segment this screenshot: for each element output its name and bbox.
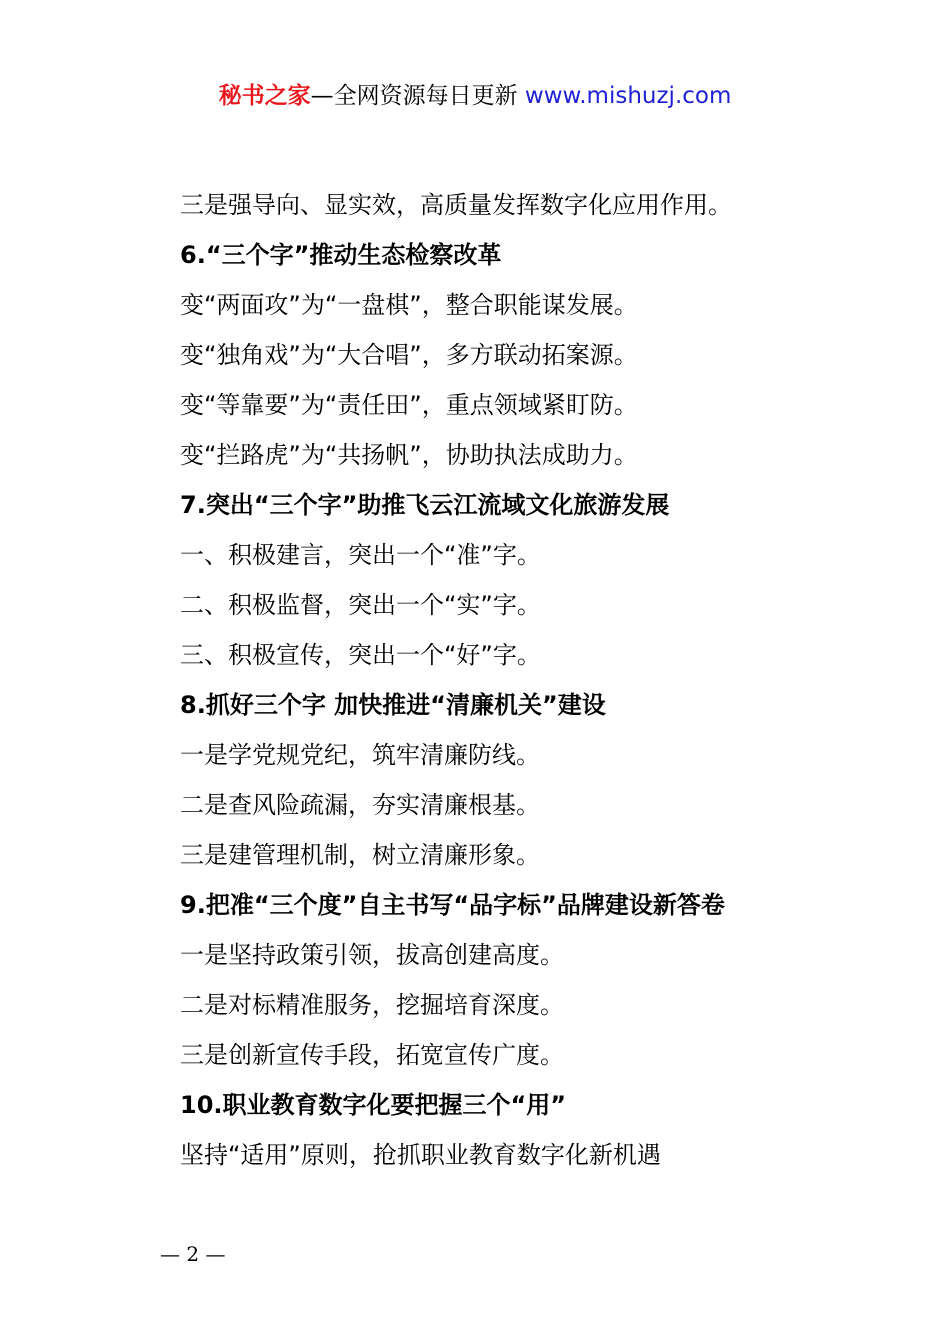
body-line: 一、积极建言，突出一个“准”字。: [180, 541, 541, 569]
body-line: 二、积极监督，突出一个“实”字。: [180, 591, 541, 619]
body-line: 一是坚持政策引领，拔高创建高度。: [180, 941, 564, 969]
site-url[interactable]: www.mishuzj.com: [524, 83, 732, 109]
site-brand: 秘书之家: [218, 83, 311, 109]
body-line: 三是建管理机制，树立清廉形象。: [180, 841, 540, 869]
body-line: 三是强导向、显实效，高质量发挥数字化应用作用。: [180, 191, 732, 219]
page-number: — 2 —: [160, 1242, 226, 1266]
section-heading: 7.突出“三个字”助推飞云江流域文化旅游发展: [180, 491, 670, 519]
body-line: 三、积极宣传，突出一个“好”字。: [180, 641, 541, 669]
section-heading: 10.职业教育数字化要把握三个“用”: [180, 1091, 567, 1119]
body-line: 一是学党规党纪，筑牢清廉防线。: [180, 741, 540, 769]
body-line: 变“独角戏”为“大合唱”，多方联动拓案源。: [180, 341, 638, 369]
section-heading: 8.抓好三个字 加快推进“清廉机关”建设: [180, 691, 606, 719]
body-line: 变“两面攻”为“一盘棋”，整合职能谋发展。: [180, 291, 638, 319]
document-body: [180, 180, 880, 1180]
body-line: 变“等靠要”为“责任田”，重点领域紧盯防。: [180, 391, 638, 419]
section-heading: 6.“三个字”推动生态检察改革: [180, 241, 502, 269]
body-line: 变“拦路虎”为“共扬帆”，协助执法成助力。: [180, 441, 638, 469]
body-line: 二是查风险疏漏，夯实清廉根基。: [180, 791, 540, 819]
section-heading: 9.把准“三个度”自主书写“品字标”品牌建设新答卷: [180, 891, 725, 919]
site-tagline: —全网资源每日更新: [310, 83, 525, 109]
body-line: 坚持“适用”原则，抢抓职业教育数字化新机遇: [180, 1141, 661, 1169]
body-line: 二是对标精准服务，挖掘培育深度。: [180, 991, 564, 1019]
site-header: [0, 80, 950, 112]
body-line: 三是创新宣传手段，拓宽宣传广度。: [180, 1041, 564, 1069]
